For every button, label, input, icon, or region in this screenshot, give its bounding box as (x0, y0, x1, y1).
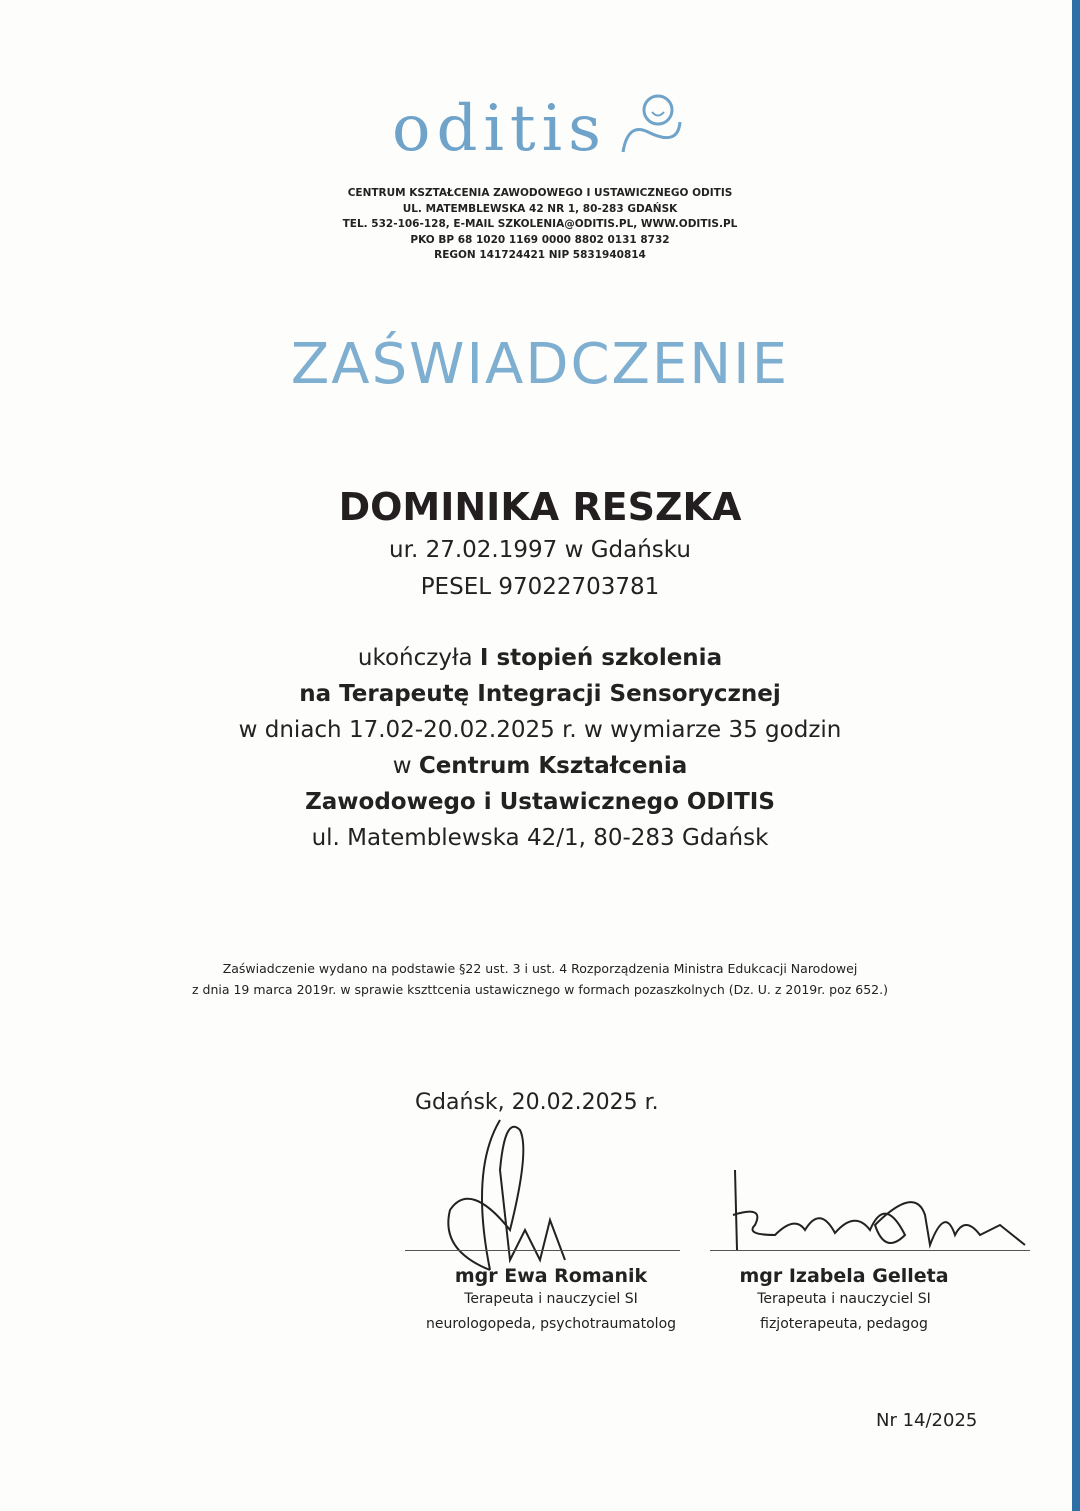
institution-line (0, 748, 1080, 784)
course-name: na Terapeutę Integracji Sensorycznej (299, 681, 781, 707)
signatory-1 (391, 1265, 711, 1337)
signatory-2 (684, 1265, 1004, 1337)
signatory-name: mgr Izabela Gelleta (739, 1265, 949, 1287)
signatory-name: mgr Ewa Romanik (454, 1265, 648, 1287)
header-line: PKO BP 68 1020 1169 0000 8802 0131 8732 (410, 233, 670, 246)
legal-basis (0, 958, 1080, 1000)
cloud-mascot-icon (618, 92, 688, 162)
signature-line (710, 1250, 1030, 1251)
course-dates: w dniach 17.02-20.02.2025 r. w wymiarze 35 godzin (238, 717, 842, 743)
signatory-role: Terapeuta i nauczyciel SI (464, 1291, 638, 1307)
header-line: TEL. 532-106-128, E-MAIL SZKOLENIA@ODITIS.PL, WWW.ODITIS.PL (342, 218, 738, 230)
header-line: UL. MATEMBLEWSKA 42 NR 1, 80-283 GDAŃSK (402, 202, 678, 215)
course-level: I stopień szkolenia (479, 645, 723, 671)
institution-header (0, 186, 1080, 264)
document-title: ZAŚWIADCZENIE (290, 332, 790, 397)
certificate-number: Nr 14/2025 (876, 1410, 978, 1431)
completion-line (0, 640, 1080, 676)
signatory-role: fizjoterapeuta, pedagog (760, 1316, 928, 1332)
legal-basis-line: z dnia 19 marca 2019r. w sprawie kszttcenia ustawicznego w formach pozaszkolnych (Dz. U. z 2019r. poz 652.) (191, 982, 888, 997)
signatory-role: Terapeuta i nauczyciel SI (757, 1291, 931, 1307)
signature-romanik (430, 1110, 590, 1280)
text: ukończyła (357, 645, 480, 671)
legal-basis-line: Zaświadczenie wydano na podstawie §22 ust. 3 i ust. 4 Rozporządzenia Ministra Edukcacji Narodowej (222, 961, 858, 976)
institution-name: Centrum Kształcenia (418, 753, 688, 779)
signature-line (405, 1250, 680, 1251)
institution-name-cont: Zawodowego i Ustawicznego ODITIS (305, 789, 775, 815)
place-date: Gdańsk, 20.02.2025 r. (415, 1090, 659, 1115)
header-line: REGON 141724421 NIP 5831940814 (434, 249, 646, 261)
pesel: PESEL 97022703781 (420, 574, 660, 600)
oditis-logo: oditis (0, 92, 1080, 166)
text: w (392, 753, 419, 779)
institution-address: ul. Matemblewska 42/1, 80-283 Gdańsk (311, 825, 769, 851)
birth-info: ur. 27.02.1997 w Gdańsku (389, 537, 691, 563)
recipient-name: DOMINIKA RESZKA (338, 485, 742, 529)
header-line: CENTRUM KSZTAŁCENIA ZAWODOWEGO I USTAWICZNEGO ODITIS (347, 187, 733, 199)
signatory-role: neurologopeda, psychotraumatolog (425, 1316, 677, 1332)
